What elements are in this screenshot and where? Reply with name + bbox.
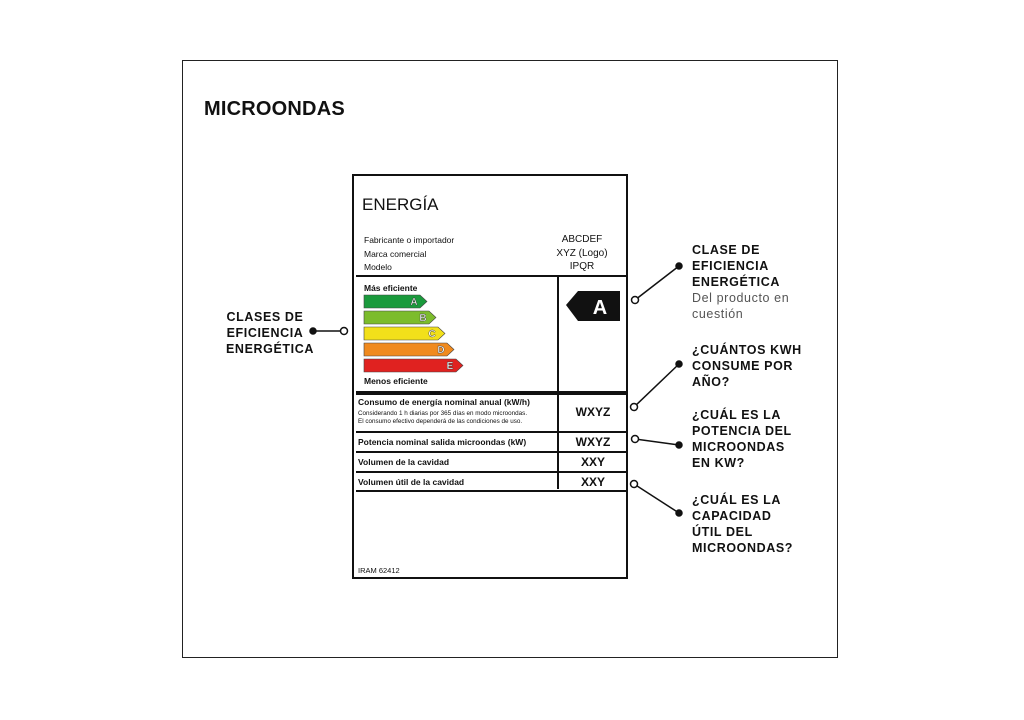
class-letter-a: A — [410, 297, 418, 308]
scale-bottom-label: Menos eficiente — [364, 376, 428, 386]
consumption-note-2: El consumo efectivo dependerá de las condiciones de uso. — [358, 418, 523, 425]
class-letter-d: D — [437, 345, 445, 356]
callout-capacity: ¿CUÁL ES LA CAPACIDAD ÚTIL DEL MICROONDAS? — [692, 493, 794, 555]
brand-value: XYZ (Logo) — [556, 248, 608, 259]
brand-label: Marca comercial — [364, 249, 427, 259]
power-value: WXYZ — [575, 435, 611, 449]
callout-kwh: ¿CUÁNTOS KWH CONSUME POR AÑO? — [692, 343, 802, 389]
callout-efficiency-class: CLASE DE EFICIENCIA ENERGÉTICA Del producto en cuestión — [692, 243, 790, 321]
volume-value: XXY — [580, 455, 605, 469]
class-letter-e: E — [446, 361, 454, 372]
consumption-value: WXYZ — [575, 405, 611, 419]
standard-code: IRAM 62412 — [358, 566, 400, 575]
useful-volume-title: Volumen útil de la cavidad — [358, 477, 465, 487]
class-letter-c: C — [428, 329, 436, 340]
callout-power: ¿CUÁL ES LA POTENCIA DEL MICROONDAS EN KW? — [692, 408, 792, 470]
model-label: Modelo — [364, 262, 392, 272]
volume-title: Volumen de la cavidad — [358, 457, 450, 467]
manufacturer-label: Fabricante o importador — [364, 235, 455, 245]
model-value: IPQR — [569, 261, 595, 272]
rating-letter: A — [592, 297, 608, 319]
callout-classes: CLASES DE EFICIENCIA ENERGÉTICA — [226, 310, 314, 356]
power-title: Potencia nominal salida microondas (kW) — [358, 437, 527, 447]
consumption-note-1: Considerando 1 h diarias por 365 días en modo microondas. — [358, 410, 528, 417]
scale-top-label: Más eficiente — [364, 283, 418, 293]
manufacturer-value: ABCDEF — [561, 234, 603, 245]
label-header: ENERGÍA — [362, 195, 439, 214]
consumption-title: Consumo de energía nominal anual (kW/h) — [358, 397, 530, 407]
page-title: MICROONDAS — [204, 98, 345, 120]
class-letter-b: B — [419, 313, 427, 324]
useful-volume-value: XXY — [580, 475, 605, 489]
